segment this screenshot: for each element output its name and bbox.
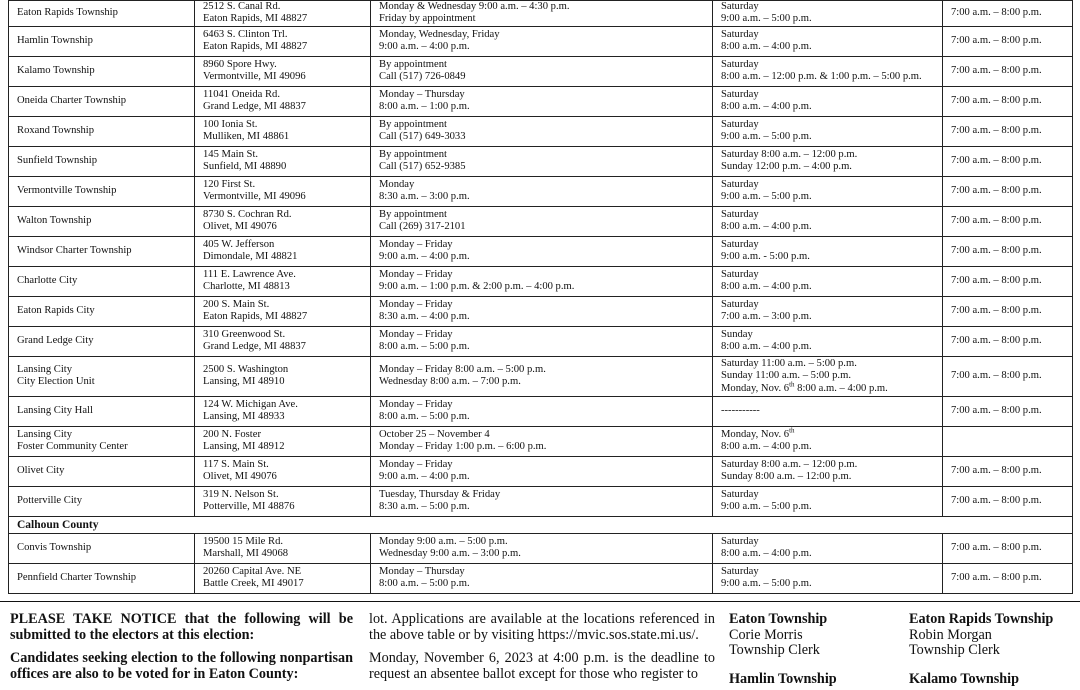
weekday-hours-cell-line: Monday – Friday [379,298,453,310]
weekday-hours-cell-line: By appointment [379,58,447,70]
weekday-hours-cell-line: Call (517) 726-0849 [379,71,466,83]
election-day-hours: 7:00 a.m. – 8:00 p.m. [943,296,1073,326]
address-cell-line: 120 First St. [203,178,256,190]
weekday-hours-cell-line: 8:00 a.m. – 5:00 p.m. [379,578,470,590]
jurisdiction-name: Potterville City [9,486,195,516]
address-cell-line: Olivet, MI 49076 [203,221,277,233]
weekend-hours-cell-line: Monday, Nov. 6th 8:00 a.m. – 4:00 p.m. [721,379,888,394]
weekend-hours-cell-line: Sunday 11:00 a.m. – 5:00 p.m. [721,370,851,382]
address-cell [195,116,371,146]
weekend-hours-cell-line: 8:00 a.m. – 4:00 p.m. [721,548,812,560]
jurisdiction-name: Lansing City City Election Unit [9,356,195,396]
weekday-hours-cell [371,86,713,116]
weekday-hours-cell-line: 9:00 a.m. – 4:00 p.m. [379,471,470,483]
weekday-hours-cell [371,326,713,356]
jurisdiction-name: Windsor Charter Township [9,236,195,266]
address-cell-line: 11041 Oneida Rd. [203,88,280,100]
jurisdiction-name: Pennfield Charter Township [9,563,195,593]
weekend-hours-cell-line: Saturday [721,238,759,250]
weekend-hours-cell-line: Saturday [721,118,759,130]
weekend-hours-cell-line: Saturday 8:00 a.m. – 12:00 p.m. [721,458,858,470]
weekday-hours-cell-line: Monday 9:00 a.m. – 5:00 p.m. [379,535,508,547]
signature-township: Eaton Rapids Township [909,611,1054,627]
weekend-hours-cell-line: 9:00 a.m. – 5:00 p.m. [721,13,812,25]
address-cell [195,563,371,593]
address-cell-line: 200 N. Foster [203,428,261,440]
address-cell-line: Lansing, MI 48933 [203,411,285,423]
table-row [9,533,1073,563]
table-row [9,176,1073,206]
weekday-hours-cell-line: Monday [379,178,415,190]
election-day-hours: 7:00 a.m. – 8:00 p.m. [943,563,1073,593]
weekday-hours-cell [371,396,713,426]
table-row [9,236,1073,266]
address-cell [195,266,371,296]
weekday-hours-cell-line: Monday & Wednesday 9:00 a.m. – 4:30 p.m. [379,1,570,12]
weekend-hours-cell [713,206,943,236]
weekend-hours-cell-line: Monday, Nov. 6th [721,426,795,440]
address-cell [195,86,371,116]
address-cell-line: 117 S. Main St. [203,458,269,470]
notice-section [0,601,1080,687]
table-row [9,356,1073,396]
weekday-hours-cell-line: Friday by appointment [379,13,476,25]
jurisdiction-name: Kalamo Township [9,56,195,86]
weekday-hours-cell [371,296,713,326]
weekday-hours-cell [371,426,713,456]
weekend-hours-cell-line: Saturday [721,298,759,310]
weekday-hours-cell-line: Call (517) 652-9385 [379,161,466,173]
address-cell-line: 8960 Spore Hwy. [203,58,277,70]
notice-column [10,612,353,690]
weekend-hours-cell-line: 8:00 a.m. – 4:00 p.m. [721,281,812,293]
weekday-hours-cell-line: Monday, Wednesday, Friday [379,28,500,40]
weekday-hours-cell-line: October 25 – November 4 [379,428,490,440]
election-day-hours: 7:00 a.m. – 8:00 p.m. [943,266,1073,296]
weekday-hours-cell [371,116,713,146]
address-cell-line: Lansing, MI 48910 [203,376,285,388]
address-cell-line: 111 E. Lawrence Ave. [203,268,296,280]
weekend-hours-cell-line: Sunday [721,328,753,340]
weekday-hours-cell [371,206,713,236]
election-day-hours: 7:00 a.m. – 8:00 p.m. [943,396,1073,426]
jurisdiction-name: Lansing City Foster Community Center [9,426,195,456]
address-cell-line: Olivet, MI 49076 [203,471,277,483]
weekend-hours-cell [713,56,943,86]
election-day-hours: 7:00 a.m. – 8:00 p.m. [943,206,1073,236]
address-cell-line: Potterville, MI 48876 [203,501,295,513]
address-cell-line: 19500 15 Mile Rd. [203,535,284,547]
address-cell-line: Vermontville, MI 49096 [203,71,306,83]
address-cell-line: 200 S. Main St. [203,298,270,310]
address-cell-line: Marshall, MI 49068 [203,548,289,560]
weekend-hours-cell-line: 9:00 a.m. – 5:00 p.m. [721,131,812,143]
address-cell-line: Mulliken, MI 48861 [203,131,290,143]
weekday-hours-cell-line: Monday – Thursday [379,565,465,577]
address-cell-line: 2512 S. Canal Rd. [203,1,281,12]
table-row [9,26,1073,56]
election-day-hours: 7:00 a.m. – 8:00 p.m. [943,486,1073,516]
weekend-hours-cell-line: 8:00 a.m. – 4:00 p.m. [721,101,812,113]
jurisdiction-name: Convis Township [9,533,195,563]
jurisdiction-name: Walton Township [9,206,195,236]
address-cell [195,1,371,27]
election-day-hours: 7:00 a.m. – 8:00 p.m. [943,533,1073,563]
weekend-hours-cell [713,563,943,593]
address-cell-line: Grand Ledge, MI 48837 [203,341,306,353]
absentee-paragraph-1: lot. Applications are available at the locations referenced in the above table or by visiting https://mvic.sos.state.mi.us/. [369,611,715,643]
weekend-hours-cell-line: Sunday 8:00 a.m. – 12:00 p.m. [721,471,852,483]
weekday-hours-cell-line: Monday – Friday [379,238,453,250]
absentee-paragraph-2: Monday, November 6, 2023 at 4:00 p.m. is the deadline to request an absentee ballot except for those who register to [369,650,715,682]
election-day-hours: 7:00 a.m. – 8:00 p.m. [943,176,1073,206]
weekday-hours-cell [371,236,713,266]
address-cell-line: Eaton Rapids, MI 48827 [203,311,308,323]
weekday-hours-cell-line: 9:00 a.m. – 4:00 p.m. [379,41,470,53]
weekend-hours-cell-line: Saturday [721,268,759,280]
weekend-hours-cell-line: Saturday [721,28,759,40]
weekend-hours-cell [713,396,943,426]
weekend-hours-cell [713,356,943,396]
weekend-hours-cell-line: 7:00 a.m. – 3:00 p.m. [721,311,812,323]
address-cell [195,206,371,236]
address-cell-line: 405 W. Jefferson [203,238,275,250]
address-cell-line: 20260 Capital Ave. NE [203,565,302,577]
weekend-hours-cell [713,456,943,486]
address-cell [195,296,371,326]
address-cell [195,396,371,426]
weekend-hours-cell-line: Saturday [721,488,759,500]
table-row [9,146,1073,176]
election-day-hours: 7:00 a.m. – 8:00 p.m. [943,356,1073,396]
table-row [9,1,1073,27]
election-day-hours: 7:00 a.m. – 8:00 p.m. [943,326,1073,356]
weekend-hours-cell-line: 8:00 a.m. – 4:00 p.m. [721,441,812,453]
jurisdiction-name: Vermontville Township [9,176,195,206]
table-row [9,486,1073,516]
address-cell-line: Lansing, MI 48912 [203,441,285,453]
jurisdiction-name: Oneida Charter Township [9,86,195,116]
weekday-hours-cell-line: 9:00 a.m. – 1:00 p.m. & 2:00 p.m. – 4:00 p.m. [379,281,575,293]
address-cell-line: 310 Greenwood St. [203,328,286,340]
weekday-hours-cell-line: Wednesday 9:00 a.m. – 3:00 p.m. [379,548,521,560]
jurisdiction-name: Roxand Township [9,116,195,146]
address-cell-line: 124 W. Michigan Ave. [203,398,298,410]
jurisdiction-name: Lansing City Hall [9,396,195,426]
weekday-hours-cell [371,266,713,296]
weekend-hours-cell [713,116,943,146]
signature-person: Robin Morgan [909,626,992,643]
election-day-hours: 7:00 a.m. – 8:00 p.m. [943,116,1073,146]
weekend-hours-cell-line: Saturday 11:00 a.m. – 5:00 p.m. [721,357,857,369]
weekday-hours-cell-line: Call (269) 317-2101 [379,221,466,233]
address-cell-line: 145 Main St. [203,148,259,160]
jurisdiction-name: Hamlin Township [9,26,195,56]
jurisdiction-name: Grand Ledge City [9,326,195,356]
address-cell [195,56,371,86]
address-cell-line: Grand Ledge, MI 48837 [203,101,306,113]
table-row [9,396,1073,426]
weekend-hours-cell-line: 9:00 a.m. – 5:00 p.m. [721,578,812,590]
weekday-hours-cell-line: By appointment [379,148,447,160]
weekend-hours-cell [713,533,943,563]
weekend-hours-cell [713,326,943,356]
weekday-hours-cell-line: 8:30 a.m. – 5:00 p.m. [379,501,470,513]
weekday-hours-cell-line: 8:30 a.m. – 4:00 p.m. [379,311,470,323]
weekend-hours-cell [713,86,943,116]
signature-title: Township Clerk [909,642,1000,659]
address-cell-line: Eaton Rapids, MI 48827 [203,41,308,53]
weekday-hours-cell-line: 8:00 a.m. – 5:00 p.m. [379,411,470,423]
weekend-hours-cell-line: Saturday [721,88,759,100]
election-day-hours: 7:00 a.m. – 8:00 p.m. [943,56,1073,86]
election-day-hours: 7:00 a.m. – 8:00 p.m. [943,26,1073,56]
weekday-hours-cell [371,456,713,486]
election-day-hours: 7:00 a.m. – 8:00 p.m. [943,146,1073,176]
address-cell-line: Dimondale, MI 48821 [203,251,298,263]
address-cell [195,426,371,456]
county-header-row [9,516,1073,533]
weekday-hours-cell-line: 8:00 a.m. – 5:00 p.m. [379,341,470,353]
table-row [9,206,1073,236]
election-day-hours: 7:00 a.m. – 8:00 p.m. [943,1,1073,27]
weekend-hours-cell-line: Saturday [721,208,759,220]
weekday-hours-cell [371,56,713,86]
weekday-hours-cell-line: Monday – Friday [379,398,453,410]
jurisdiction-name: Olivet City [9,456,195,486]
weekday-hours-cell [371,563,713,593]
table-row [9,266,1073,296]
address-cell [195,326,371,356]
ordinal-suffix: th [789,426,795,435]
weekend-hours-cell-line: 9:00 a.m. - 5:00 p.m. [721,251,810,263]
weekend-hours-cell-line: Sunday 12:00 p.m. – 4:00 p.m. [721,161,852,173]
weekday-hours-cell-line: Wednesday 8:00 a.m. – 7:00 p.m. [379,376,521,388]
weekend-hours-cell [713,486,943,516]
address-cell-line: Battle Creek, MI 49017 [203,578,304,590]
address-cell [195,456,371,486]
county-name: Calhoun County [9,516,1073,533]
address-cell [195,236,371,266]
ordinal-suffix: th [789,379,795,388]
signature-column-right [909,612,1079,687]
weekend-hours-cell-line: 9:00 a.m. – 5:00 p.m. [721,501,812,513]
weekday-hours-cell-line: Monday – Friday 8:00 a.m. – 5:00 p.m. [379,363,546,375]
table-row [9,456,1073,486]
weekday-hours-cell [371,1,713,27]
jurisdiction-name: Eaton Rapids City [9,296,195,326]
signature-township: Eaton Township [729,611,828,627]
signature-person: Corie Morris [729,626,803,643]
weekend-hours-cell-line: 8:00 a.m. – 4:00 p.m. [721,221,812,233]
table-row [9,116,1073,146]
weekend-hours-cell-line: 8:00 a.m. – 4:00 p.m. [721,41,812,53]
weekday-hours-cell-line: Monday – Friday [379,458,453,470]
weekday-hours-cell-line: Monday – Thursday [379,88,465,100]
weekday-hours-cell-line: By appointment [379,118,447,130]
weekend-hours-cell [713,1,943,27]
weekend-hours-cell [713,296,943,326]
weekend-hours-cell [713,26,943,56]
weekend-hours-cell-line: ----------- [721,405,760,417]
weekend-hours-cell [713,236,943,266]
weekday-hours-cell-line: Monday – Friday 1:00 p.m. – 6:00 p.m. [379,441,547,453]
weekday-hours-cell-line: Monday – Friday [379,268,453,280]
signature-township: Hamlin Township [729,670,837,687]
notice-paragraph-2: Candidates seeking election to the following nonpartisan offices are also to be voted for in Eaton County: [10,650,353,682]
address-cell-line: 319 N. Nelson St. [203,488,279,500]
weekday-hours-cell-line: 8:30 a.m. – 3:00 p.m. [379,191,470,203]
jurisdiction-name: Charlotte City [9,266,195,296]
weekday-hours-cell [371,486,713,516]
weekday-hours-cell [371,356,713,396]
address-cell [195,486,371,516]
weekend-hours-cell-line: Saturday 8:00 a.m. – 12:00 p.m. [721,148,858,160]
address-cell [195,356,371,396]
address-cell-line: 100 Ionia St. [203,118,258,130]
table-row [9,296,1073,326]
address-cell-line: 2500 S. Washington [203,363,289,375]
address-cell [195,146,371,176]
election-day-hours: 7:00 a.m. – 8:00 p.m. [943,86,1073,116]
weekend-hours-cell-line: Saturday [721,535,759,547]
jurisdiction-name: Eaton Rapids Township [9,1,195,27]
weekday-hours-cell [371,146,713,176]
weekend-hours-cell-line: 8:00 a.m. – 12:00 p.m. & 1:00 p.m. – 5:00 p.m. [721,71,922,83]
address-cell-line: Sunfield, MI 48890 [203,161,287,173]
weekend-hours-cell [713,176,943,206]
election-day-hours [943,426,1073,456]
weekend-hours-cell-line: Saturday [721,565,759,577]
election-day-hours: 7:00 a.m. – 8:00 p.m. [943,236,1073,266]
signature-township: Kalamo Township [909,670,1020,687]
weekend-hours-cell [713,266,943,296]
address-cell [195,26,371,56]
weekday-hours-cell-line: Tuesday, Thursday & Friday [379,488,501,500]
table-row [9,326,1073,356]
weekday-hours-cell-line: 9:00 a.m. – 4:00 p.m. [379,251,470,263]
table-row [9,563,1073,593]
table-row [9,86,1073,116]
weekend-hours-cell-line: Saturday [721,1,759,12]
weekday-hours-cell-line: By appointment [379,208,447,220]
address-cell-line: 8730 S. Cochran Rd. [203,208,292,220]
weekday-hours-cell-line: Monday – Friday [379,328,453,340]
weekday-hours-cell-line: 8:00 a.m. – 1:00 p.m. [379,101,470,113]
election-day-hours: 7:00 a.m. – 8:00 p.m. [943,456,1073,486]
weekend-hours-cell-line: Saturday [721,58,759,70]
signature-column-left [729,612,889,687]
weekend-hours-cell [713,426,943,456]
table-row [9,56,1073,86]
address-cell [195,176,371,206]
table-row [9,426,1073,456]
address-cell-line: Charlotte, MI 48813 [203,281,290,293]
weekday-hours-cell [371,533,713,563]
weekend-hours-cell-line: Saturday [721,178,759,190]
absentee-column [369,612,715,690]
weekday-hours-cell [371,176,713,206]
address-cell-line: Eaton Rapids, MI 48827 [203,13,308,25]
weekend-hours-cell [713,146,943,176]
address-cell [195,533,371,563]
weekend-hours-cell-line: 8:00 a.m. – 4:00 p.m. [721,341,812,353]
weekday-hours-cell [371,26,713,56]
absentee-location-table [8,0,1072,594]
weekend-hours-cell-line: 9:00 a.m. – 5:00 p.m. [721,191,812,203]
weekday-hours-cell-line: Call (517) 649-3033 [379,131,466,143]
notice-paragraph-1: PLEASE TAKE NOTICE that the following will be submitted to the electors at this election: [10,611,353,643]
jurisdiction-name: Sunfield Township [9,146,195,176]
address-cell-line: Vermontville, MI 49096 [203,191,306,203]
address-cell-line: 6463 S. Clinton Trl. [203,28,288,40]
signature-title: Township Clerk [729,642,820,659]
